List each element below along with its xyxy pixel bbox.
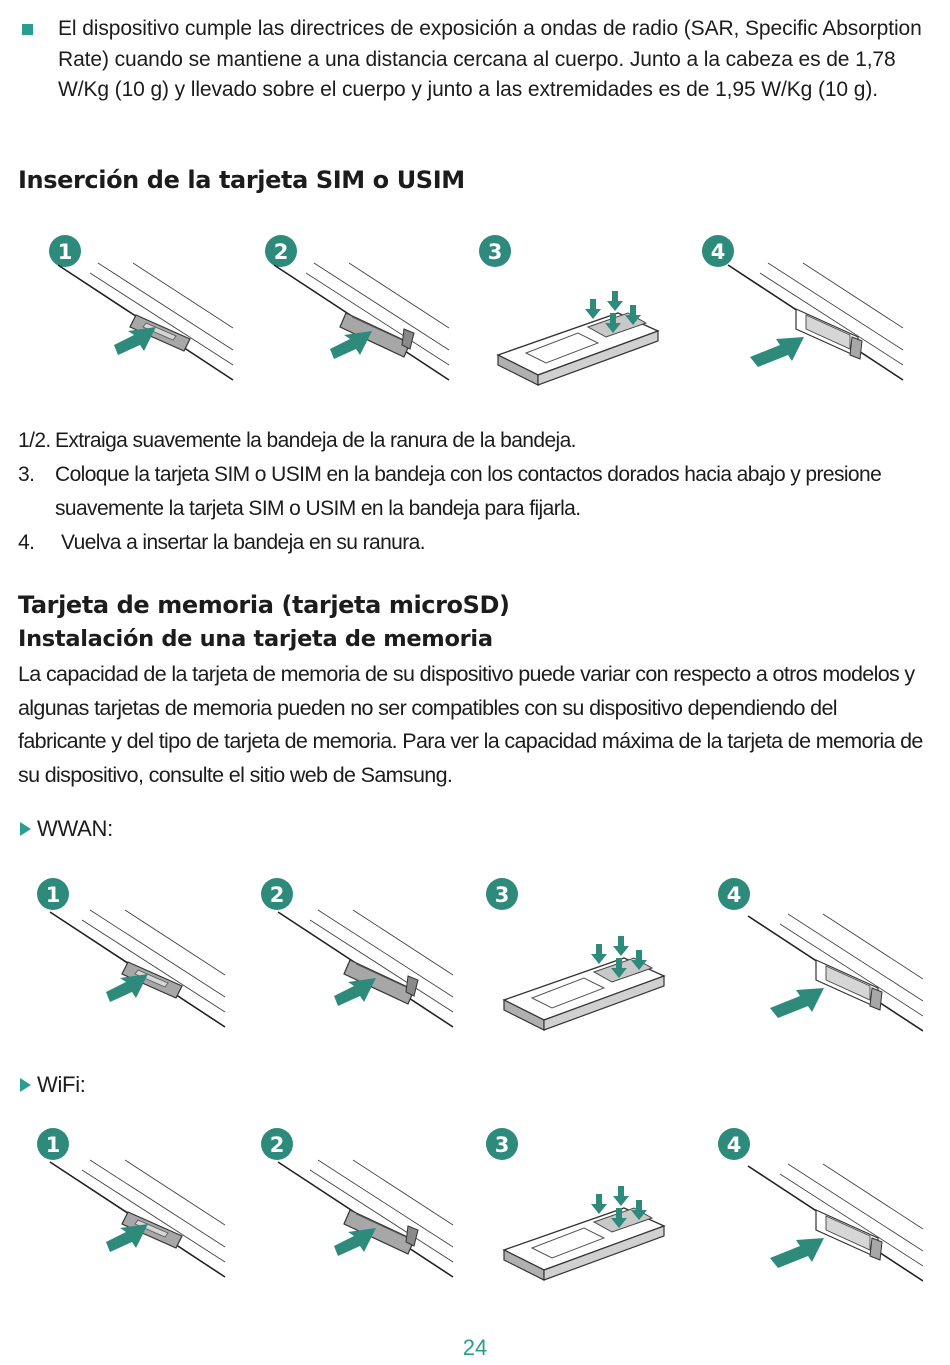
tray-ejected-illustration bbox=[278, 1160, 453, 1277]
wifi-label: WiFi: bbox=[20, 1072, 86, 1098]
tray-insert-illustration bbox=[748, 1164, 923, 1281]
svg-text:2: 2 bbox=[269, 883, 285, 907]
step-1-badge bbox=[49, 235, 81, 267]
slot-closed-illustration bbox=[50, 1160, 225, 1277]
sim-steps-list bbox=[18, 424, 923, 560]
sar-bullet bbox=[20, 14, 925, 106]
tray-insert-illustration bbox=[748, 914, 923, 1031]
sar-note-text: El dispositivo cumple las directrices de exposición a ondas de radio (SAR, Specific Absorption Rate) cuando se mantiene a una distancia cercana al cuerpo. Junto a la cabeza es de 1,78 W/Kg (10 g) y llevado sobre el cuerpo y junto a las extremidades es de 1,95 W/Kg (10 g). bbox=[58, 17, 922, 101]
memory-section-title: Tarjeta de memoria (tarjeta microSD) bbox=[18, 591, 510, 619]
sim-section-title: Inserción de la tarjeta SIM o USIM bbox=[18, 166, 465, 194]
tray-insert-illustration bbox=[728, 263, 903, 380]
microsd-on-tray-illustration bbox=[504, 1186, 664, 1280]
list-item: 1/2. Extraiga suavemente la bandeja de la ranura de la bandeja. bbox=[18, 429, 576, 452]
triangle-bullet-icon bbox=[20, 822, 31, 836]
slot-closed-illustration bbox=[58, 263, 233, 380]
step-1-badge bbox=[37, 1128, 69, 1160]
step-3-badge bbox=[479, 235, 511, 267]
wifi-microsd-figure bbox=[18, 1120, 923, 1305]
svg-text:4: 4 bbox=[726, 883, 742, 907]
tray-ejected-illustration bbox=[274, 263, 449, 380]
wwan-label: WWAN: bbox=[20, 816, 113, 842]
step-1-badge bbox=[37, 878, 69, 910]
step-3-badge bbox=[486, 1128, 518, 1160]
bullet-square-icon bbox=[22, 24, 33, 35]
list-item: 4. Vuelva a insertar la bandeja en su ranura. bbox=[18, 531, 425, 554]
memory-paragraph: La capacidad de la tarjeta de memoria de su dispositivo puede variar con respecto a otros modelos y algunas tarjetas de memoria pueden no ser compatibles con su dispositivo dependiendo del fabricante y del tipo de tarjeta de memoria. Para ver la capacidad máxima de la tarjeta de memoria de su dispositivo, consulte el sitio web de Samsung. bbox=[18, 662, 923, 787]
step-4-badge bbox=[718, 1128, 750, 1160]
svg-text:4: 4 bbox=[726, 1133, 742, 1157]
svg-text:3: 3 bbox=[494, 1133, 510, 1157]
step-4-badge bbox=[718, 878, 750, 910]
svg-text:1: 1 bbox=[57, 240, 73, 264]
microsd-on-tray-illustration bbox=[504, 936, 664, 1030]
triangle-bullet-icon bbox=[20, 1078, 31, 1092]
svg-text:1: 1 bbox=[45, 1133, 61, 1157]
page-number: 24 bbox=[462, 1335, 488, 1360]
tray-ejected-illustration bbox=[278, 910, 453, 1027]
wwan-microsd-figure bbox=[18, 870, 923, 1055]
svg-text:4: 4 bbox=[710, 240, 726, 264]
svg-text:2: 2 bbox=[273, 240, 289, 264]
svg-text:3: 3 bbox=[494, 883, 510, 907]
slot-closed-illustration bbox=[50, 910, 225, 1027]
list-item: 3. Coloque la tarjeta SIM o USIM en la bandeja con los contactos dorados hacia abajo y presione suavemente la tarjeta SIM o USIM en la bandeja para fijarla. bbox=[18, 463, 882, 520]
step-2-badge bbox=[261, 878, 293, 910]
sim-card-on-tray-illustration bbox=[498, 291, 658, 385]
sim-insertion-figure bbox=[18, 225, 923, 405]
memory-section-subtitle: Instalación de una tarjeta de memoria bbox=[18, 626, 493, 652]
svg-text:1: 1 bbox=[45, 883, 61, 907]
step-2-badge bbox=[265, 235, 297, 267]
step-4-badge bbox=[702, 235, 734, 267]
step-3-badge bbox=[486, 878, 518, 910]
svg-text:3: 3 bbox=[487, 240, 503, 264]
step-2-badge bbox=[261, 1128, 293, 1160]
svg-text:2: 2 bbox=[269, 1133, 285, 1157]
